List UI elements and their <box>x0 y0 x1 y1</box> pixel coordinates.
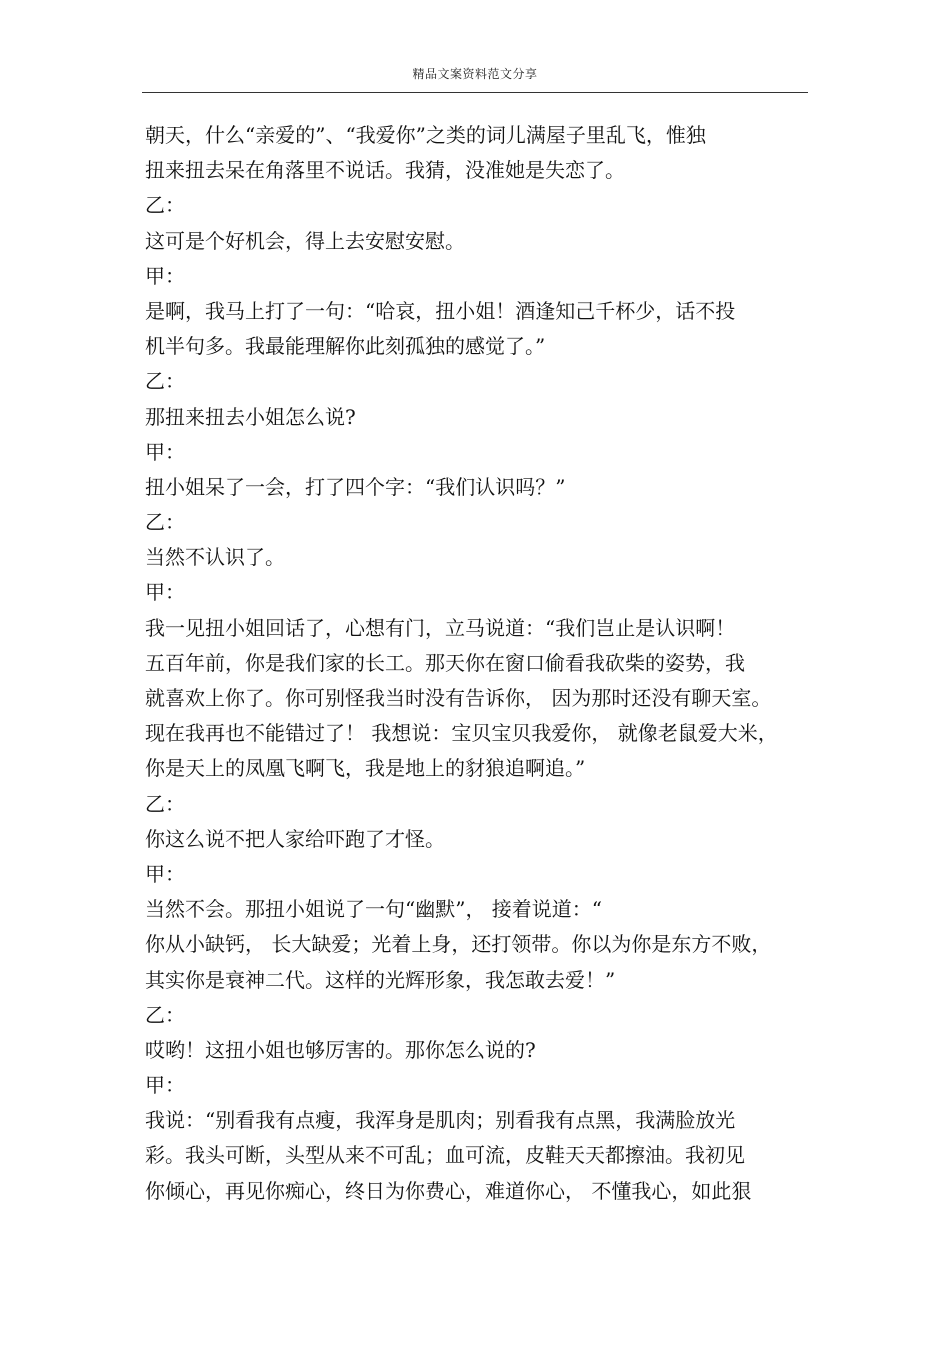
text-line: 朝天，什么“亲爱的”、“我爱你”之类的词儿满屋子里乱飞，惟独 <box>145 123 706 147</box>
header-title: 精品文案资料范文分享 <box>412 67 538 81</box>
text-line: 现在我再也不能错过了！ 我想说：宝贝宝贝我爱你， 就像老鼠爱大米， <box>145 721 778 746</box>
speaker-label: 乙： <box>145 1002 185 1027</box>
text-line: 其实你是衰神二代。这样的光辉形象，我怎敢去爱！” <box>145 967 616 992</box>
text-line: 我说：“别看我有点瘦，我浑身是肌肉；别看我有点黑，我满脸放光 <box>145 1108 736 1133</box>
text-line: 扭小姐呆了一会，打了四个字：“我们认识吗？” <box>145 474 566 499</box>
text-line: 彩。我头可断，头型从来不可乱；血可流，皮鞋天天都擦油。我初见 <box>145 1143 745 1168</box>
speaker-label: 甲： <box>145 1073 185 1098</box>
page-header <box>142 60 808 93</box>
text-line: 你是天上的凤凰飞啊飞，我是地上的豺狼追啊追。” <box>145 756 586 781</box>
speaker-label: 甲： <box>145 580 185 605</box>
text-line: 这可是个好机会，得上去安慰安慰。 <box>145 228 465 253</box>
speaker-label: 乙： <box>145 510 185 535</box>
text-line: 你从小缺钙， 长大缺爱；光着上身，还打领带。你以为你是东方不败， <box>145 932 772 957</box>
text-line: 五百年前，你是我们家的长工。那天你在窗口偷看我砍柴的姿势，我 <box>145 650 745 675</box>
text-line: 扭来扭去呆在角落里不说话。我猜，没准她是失恋了。 <box>145 158 625 183</box>
text-line: 我一见扭小姐回话了，心想有门，立马说道：“我们岂止是认识啊！ <box>145 615 736 640</box>
text-line: 哎哟！这扭小姐也够厉害的。那你怎么说的? <box>145 1037 536 1062</box>
speaker-label: 乙： <box>145 193 185 218</box>
text-line: 你倾心，再见你痴心，终日为你费心，难道你心， 不懂我心，如此狠 <box>145 1178 752 1203</box>
text-line: 当然不认识了。 <box>145 545 285 570</box>
speaker-label: 乙： <box>145 369 185 394</box>
speaker-label: 乙： <box>145 791 185 816</box>
text-line: 是啊，我马上打了一句：“哈哀，扭小姐！酒逢知己千杯少，话不投 <box>145 298 736 323</box>
speaker-label: 甲： <box>145 861 185 886</box>
text-line: 当然不会。那扭小姐说了一句“幽默”， 接着说道：“ <box>145 897 603 922</box>
speaker-label: 甲： <box>145 263 185 288</box>
text-line: 你这么说不把人家给吓跑了才怪。 <box>145 826 445 851</box>
text-line: 就喜欢上你了。你可别怪我当时没有告诉你， 因为那时还没有聊天室。 <box>145 686 772 710</box>
speaker-label: 甲： <box>145 439 185 464</box>
text-line: 那扭来扭去小姐怎么说? <box>145 404 356 429</box>
document-body <box>145 118 815 1209</box>
text-line: 机半句多。我最能理解你此刻孤独的感觉了。” <box>145 334 546 359</box>
